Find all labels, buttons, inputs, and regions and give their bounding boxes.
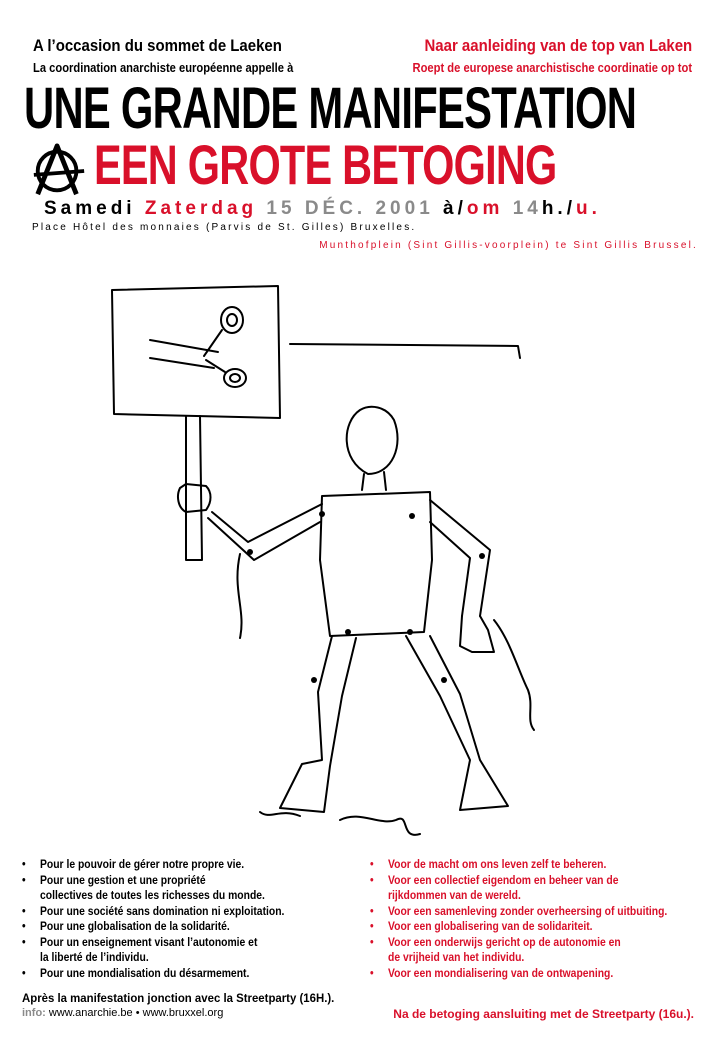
demands-fr-list	[22, 858, 362, 982]
demand-item: • Voor een globalisering van de solidariteit.	[370, 920, 676, 936]
anarchy-icon	[30, 142, 88, 200]
streetparty-nl: Na de betoging aansluiting met de Streetparty (16u.).	[393, 1007, 694, 1021]
title-fr: UNE GRANDE MANIFESTATION	[24, 76, 637, 141]
title-nl: EEN GROTE BETOGING	[94, 133, 557, 196]
date-line	[44, 198, 601, 220]
date-value: 15 DÉC. 2001	[266, 198, 434, 219]
unit-fr: h.	[541, 198, 567, 219]
day-nl: Zaterdag	[144, 198, 258, 219]
time-value: 14	[512, 198, 542, 219]
demand-item: • Voor een collectief eigendom en beheer van de rijkdommen van de wereld.	[370, 874, 676, 905]
demand-item: • Pour une gestion et une propriété collectives de toutes les richesses du monde.	[22, 874, 328, 905]
demand-item: • Pour un enseignement visant l’autonomie et la liberté de l’individu.	[22, 936, 328, 967]
leg-right	[406, 636, 508, 810]
info-line	[22, 1007, 223, 1019]
ground-line	[260, 812, 420, 835]
demand-item: • Pour le pouvoir de gérer notre propre vie.	[22, 858, 328, 874]
place-nl: Munthofplein (Sint Gillis-voorplein) te Sint Gillis Brussel.	[319, 240, 698, 251]
placard	[112, 286, 280, 418]
arm-left	[208, 504, 322, 560]
slash-1: /	[457, 198, 467, 219]
demand-item: • Pour une globalisation de la solidarité.	[22, 920, 328, 936]
placard-stick	[186, 416, 202, 560]
scissors-icon	[150, 307, 246, 387]
leg-left	[280, 636, 356, 812]
demand-item: • Voor een onderwijs gericht op de autonomie en de vrijheid van het individu.	[370, 936, 676, 967]
demand-item: • Pour une société sans domination ni exploitation.	[22, 905, 328, 921]
horizon-line	[290, 344, 520, 358]
info-label: info:	[22, 1007, 46, 1019]
demand-item: • Pour une mondialisation du désarmement.	[22, 967, 328, 983]
streetparty-fr: Après la manifestation jonction avec la Streetparty (16H.).	[22, 991, 335, 1005]
unit-nl: u.	[576, 198, 601, 219]
demand-item: • Voor de macht om ons leven zelf te beheren.	[370, 858, 676, 874]
demand-item: • Voor een samenleving zonder overheersing of uitbuiting.	[370, 905, 676, 921]
header-fr-line2: La coordination anarchiste européenne appelle à	[33, 60, 294, 75]
head	[347, 407, 398, 474]
slash-2: /	[566, 198, 576, 219]
protester-illustration	[0, 260, 720, 850]
info-links[interactable]: www.anarchie.be • www.bruxxel.org	[48, 1007, 224, 1019]
hand-right	[460, 616, 494, 652]
hand	[178, 484, 211, 512]
header-nl-line2: Roept de europese anarchistische coordinatie op tot	[412, 60, 692, 75]
at-fr: à	[443, 198, 458, 219]
torso	[320, 492, 432, 636]
header-fr-line1: A l’occasion du sommet de Laeken	[33, 36, 282, 55]
demand-item: • Voor een mondialisering van de ontwapening.	[370, 967, 676, 983]
at-nl: om	[466, 198, 504, 219]
place-fr: Place Hôtel des monnaies (Parvis de St. Gilles) Bruxelles.	[32, 222, 417, 233]
demands-nl-list	[370, 858, 710, 982]
day-fr: Samedi	[44, 198, 136, 219]
header-nl-line1: Naar aanleiding van de top van Laken	[424, 36, 692, 55]
